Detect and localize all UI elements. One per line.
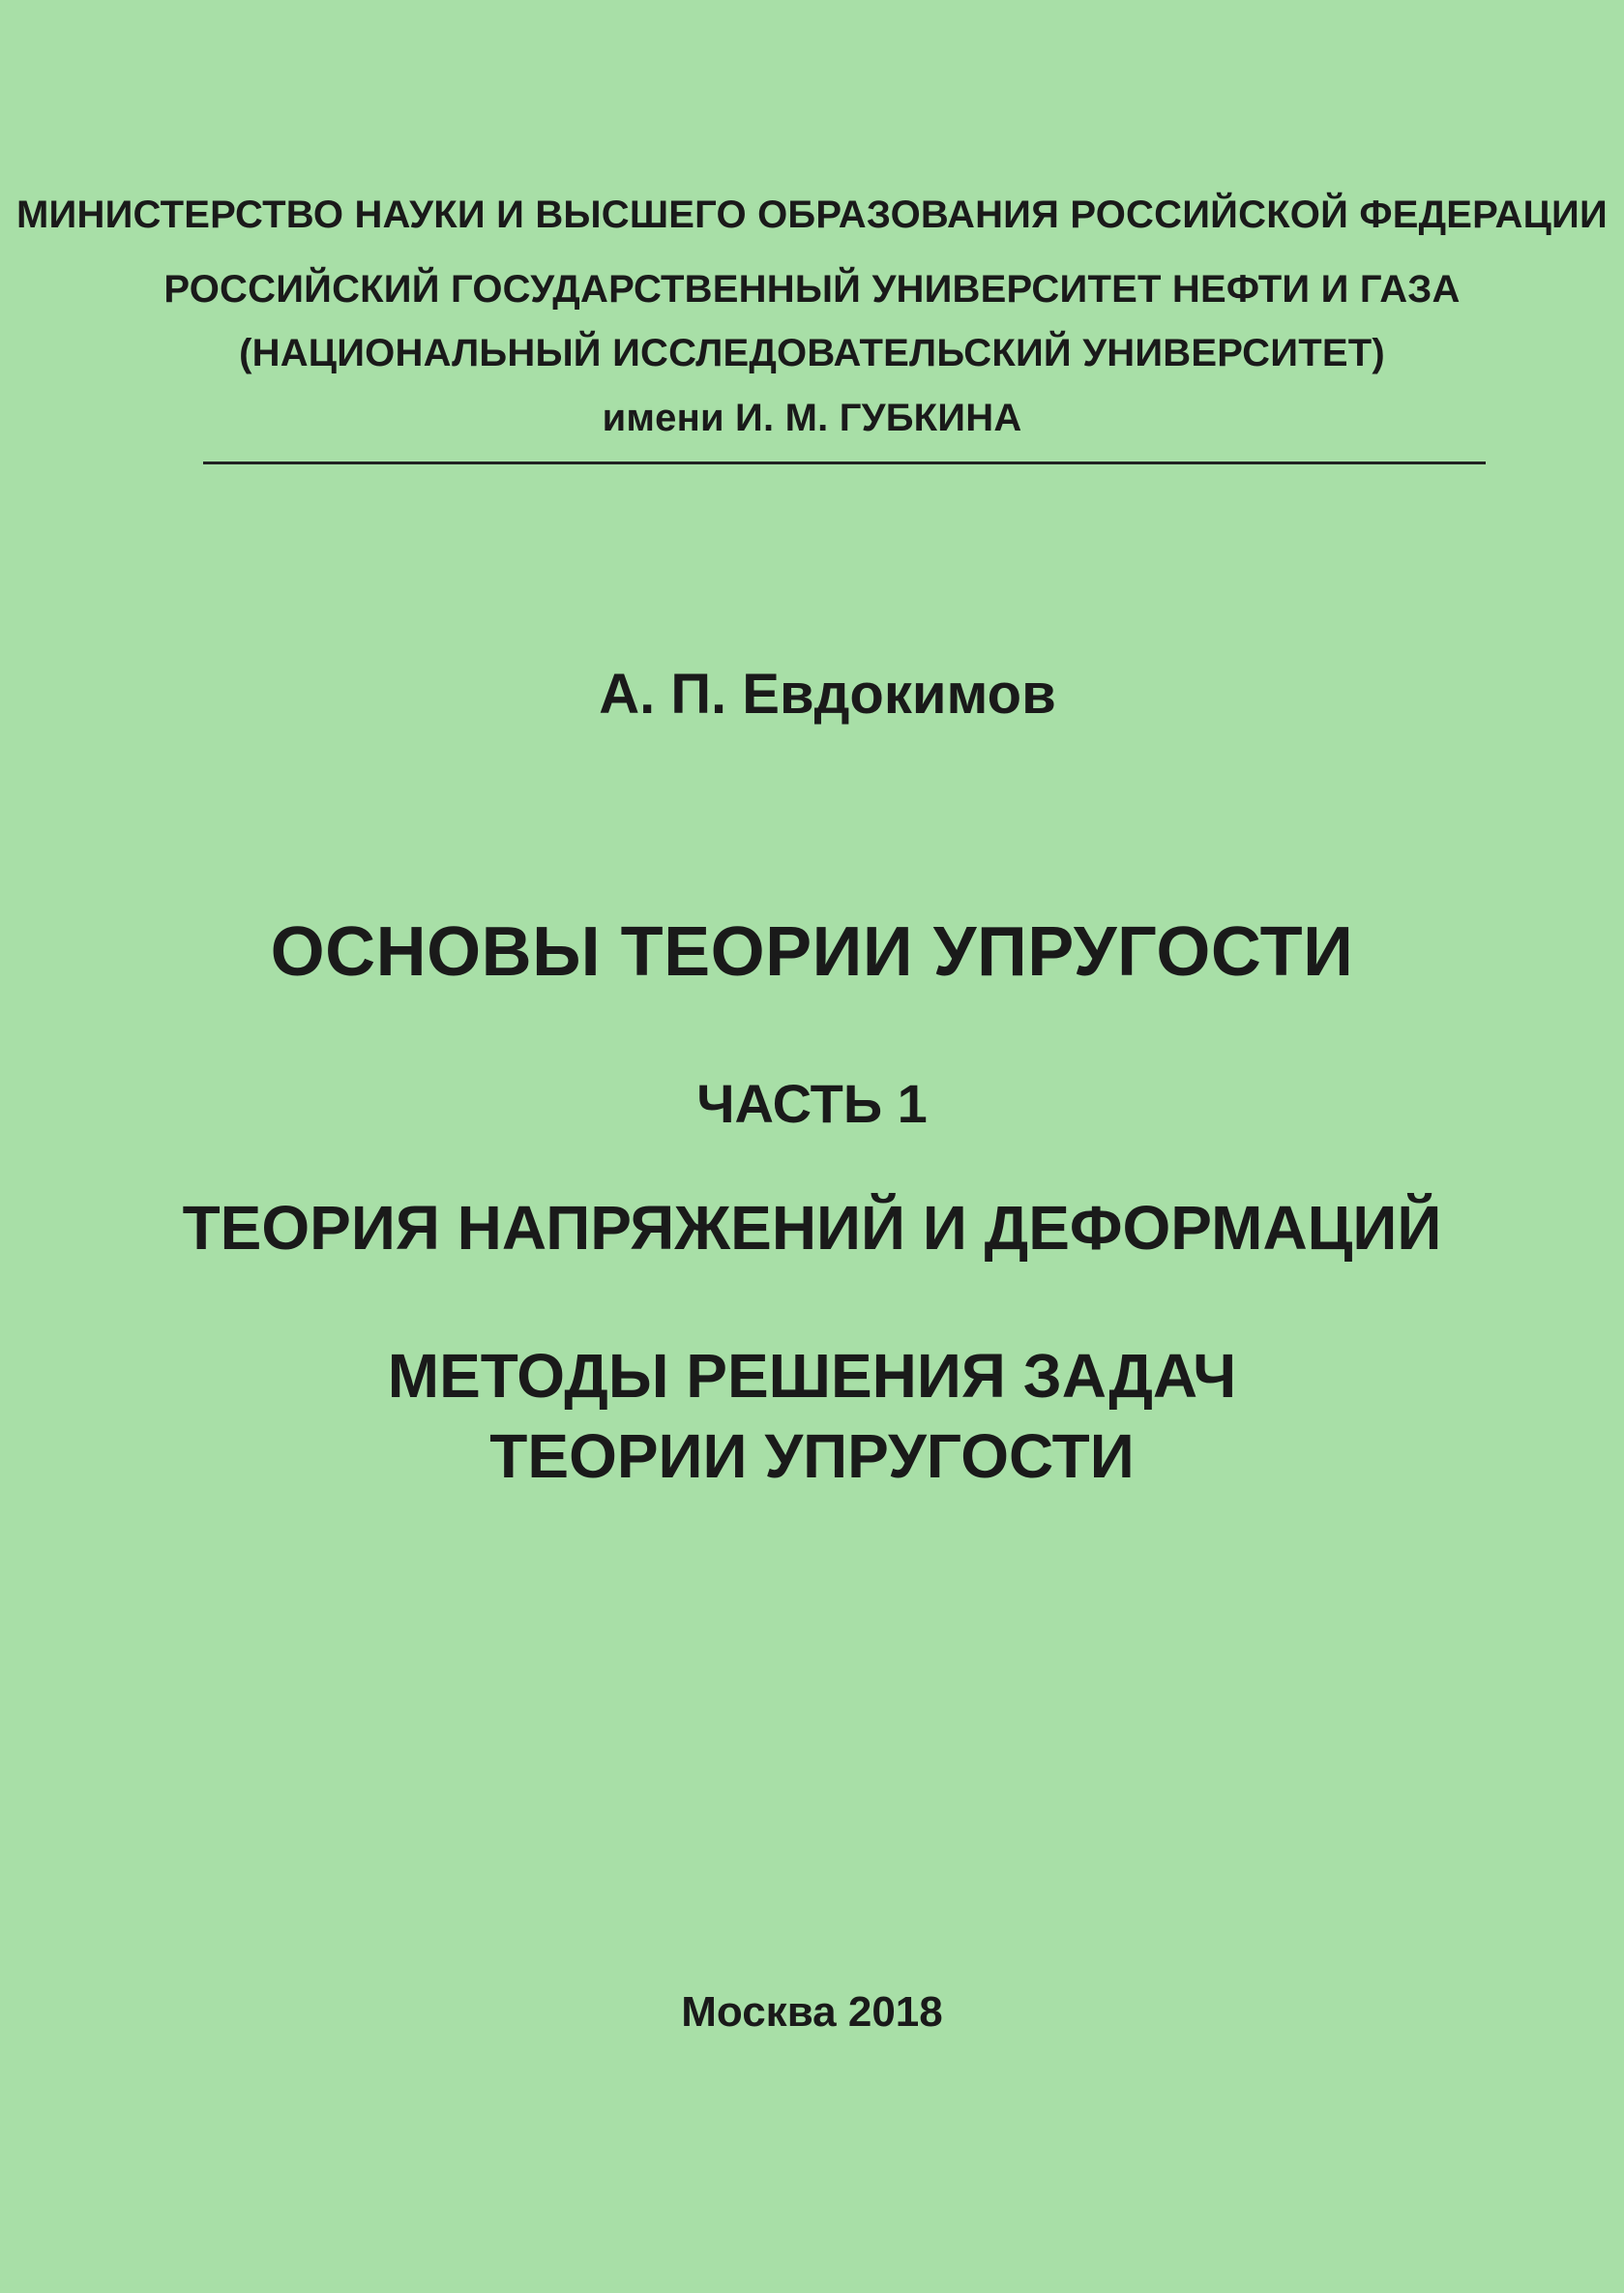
book-part: ЧАСТЬ 1 (696, 1073, 928, 1134)
header-divider (203, 462, 1486, 464)
subtitle-line-2: МЕТОДЫ РЕШЕНИЯ ЗАДАЧ (387, 1341, 1237, 1411)
university-named-after: имени И. М. ГУБКИНА (602, 397, 1022, 439)
subtitle-line-1: ТЕОРИЯ НАПРЯЖЕНИЙ И ДЕФОРМАЦИЙ (182, 1193, 1442, 1263)
imprint-city-year: Москва 2018 (681, 1988, 943, 2036)
university-name: РОССИЙСКИЙ ГОСУДАРСТВЕННЫЙ УНИВЕРСИТЕТ НЕФТИ И ГАЗА (163, 268, 1461, 311)
ministry-name: МИНИСТЕРСТВО НАУКИ И ВЫСШЕГО ОБРАЗОВАНИЯ РОССИЙСКОЙ ФЕДЕРАЦИИ (16, 194, 1608, 236)
book-title: ОСНОВЫ ТЕОРИИ УПРУГОСТИ (270, 913, 1354, 991)
author-name: А. П. Евдокимов (599, 663, 1056, 726)
subtitle-line-3: ТЕОРИИ УПРУГОСТИ (489, 1421, 1135, 1491)
university-type: (НАЦИОНАЛЬНЫЙ ИССЛЕДОВАТЕЛЬСКИЙ УНИВЕРСИТЕТ) (239, 332, 1385, 374)
